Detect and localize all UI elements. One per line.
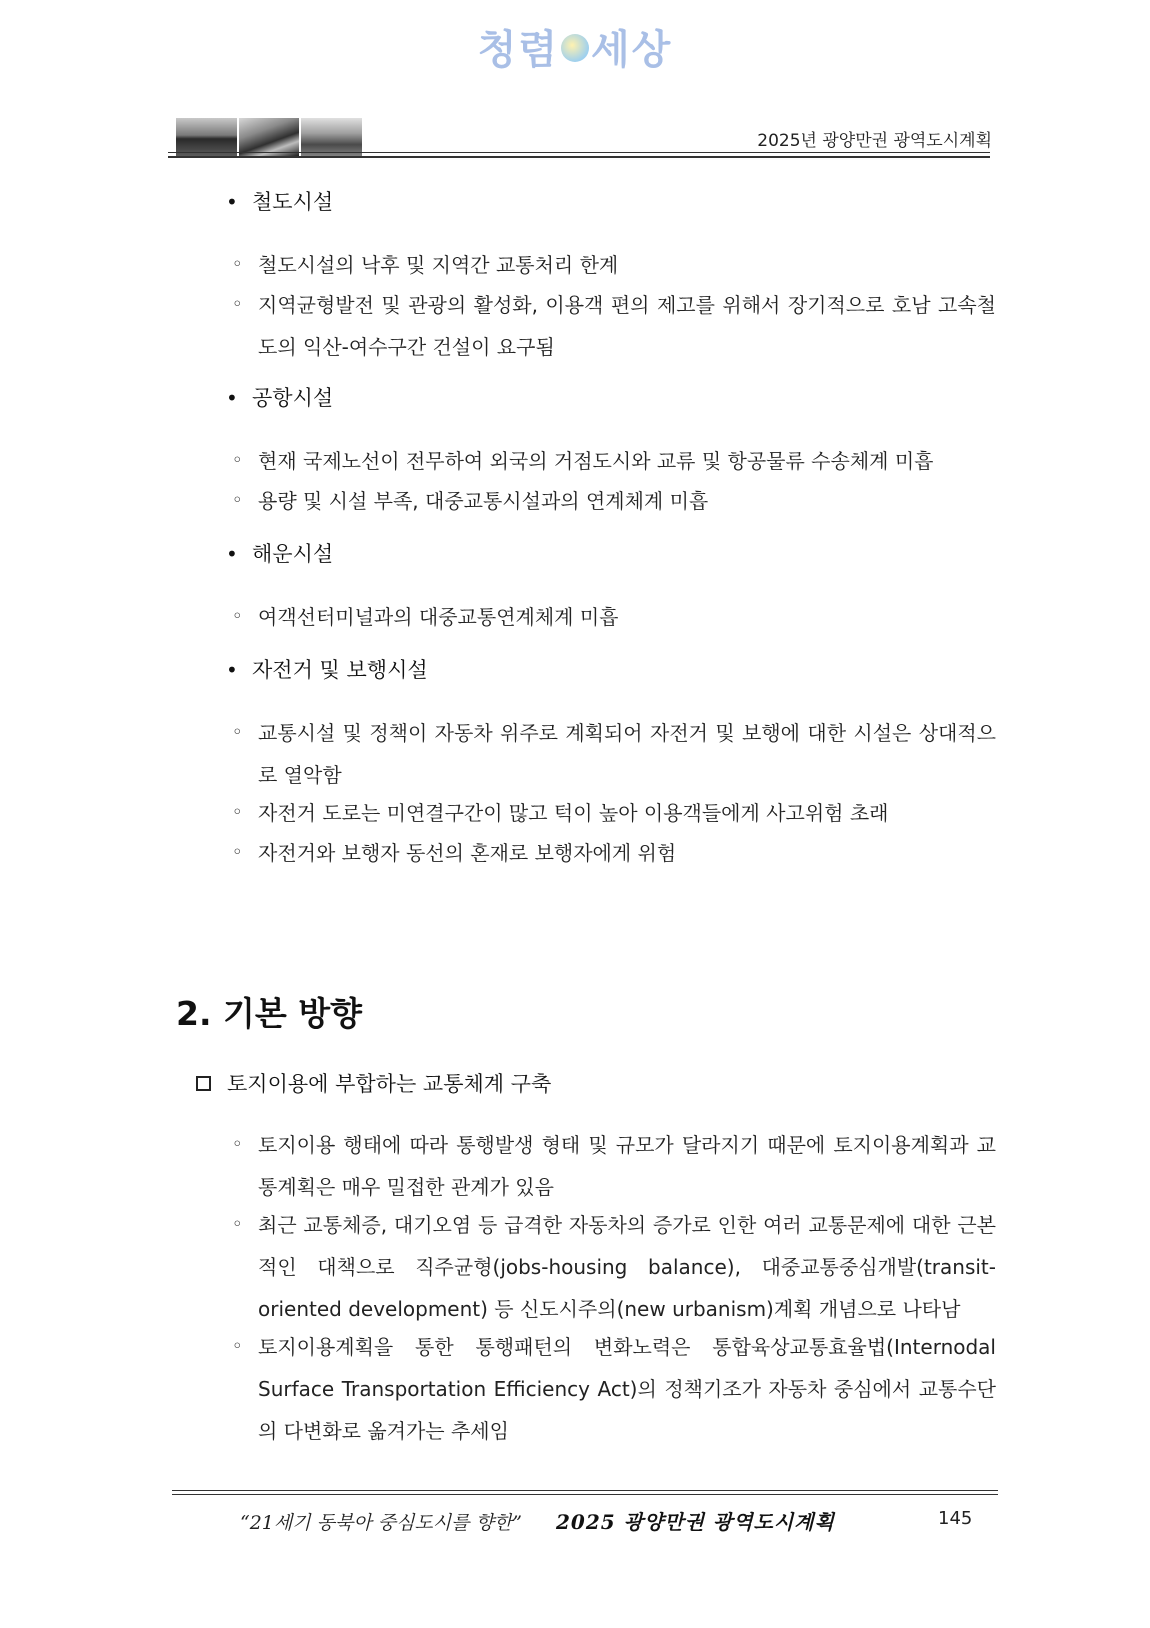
- list-item: [232, 832, 996, 874]
- list-item-text: 현재 국제노선이 전무하여 외국의 거점도시와 교류 및 항공물류 수송체계 미흡: [258, 449, 934, 473]
- footer-plan-title: 2025 광양만권 광역도시계획: [556, 1510, 835, 1534]
- bullet-icon: •: [226, 658, 238, 682]
- list-item: [232, 284, 996, 368]
- list-item-text: 토지이용계획을 통한 통행패턴의 변화노력은 통합육상교통효율법(Internodal Surface Transportation Efficiency Act)의 정책기조가 자동차 중심에서 교통수단의 다변화로 옮겨가는 추세임: [258, 1335, 996, 1443]
- logo-right-text: 세상: [591, 27, 673, 73]
- circle-bullet-icon: ◦: [232, 1336, 243, 1357]
- list-item: [232, 244, 996, 286]
- header-title: 2025년 광양만권 광역도시계획: [757, 131, 992, 151]
- section-heading-text: 해운시설: [252, 542, 334, 566]
- page-logo: [0, 18, 1150, 75]
- list-item: [232, 596, 996, 638]
- header-photo-2: [239, 118, 300, 156]
- subsection-heading: [196, 1068, 551, 1098]
- circle-bullet-icon: ◦: [232, 606, 243, 627]
- list-item-text: 교통시설 및 정책이 자동차 위주로 계획되어 자전거 및 보행에 대한 시설은 상대적으로 열악함: [258, 721, 996, 787]
- footer-slogan: “21세기 동북아 중심도시를 향한”: [240, 1512, 522, 1534]
- list-item: [232, 792, 996, 834]
- footer-rule-top: [172, 1490, 998, 1491]
- subsection-heading-text: 토지이용에 부합하는 교통체계 구축: [227, 1072, 552, 1096]
- list-item-text: 자전거와 보행자 동선의 혼재로 보행자에게 위험: [258, 841, 677, 865]
- section-heading-text: 자전거 및 보행시설: [252, 658, 428, 682]
- section-heading-shipping: [226, 538, 333, 568]
- section-heading-text: 공항시설: [252, 386, 334, 410]
- section-title: 2. 기본 방향: [176, 994, 362, 1033]
- logo-left-text: 청렴: [477, 27, 559, 73]
- circle-bullet-icon: ◦: [232, 1134, 243, 1155]
- circle-bullet-icon: ◦: [232, 722, 243, 743]
- header-photo-1: [176, 118, 237, 156]
- bullet-icon: •: [226, 542, 238, 566]
- header-rule-top: [168, 152, 990, 153]
- page-number: 145: [938, 1508, 973, 1529]
- circle-bullet-icon: ◦: [232, 450, 243, 471]
- checkbox-square-icon: [196, 1076, 211, 1091]
- list-item-text: 여객선터미널과의 대중교통연계체계 미흡: [258, 605, 619, 629]
- circle-bullet-icon: ◦: [232, 490, 243, 511]
- section-heading-airport: [226, 382, 333, 412]
- list-item: [232, 1124, 996, 1208]
- section-heading-text: 철도시설: [252, 190, 334, 214]
- bullet-icon: •: [226, 386, 238, 410]
- header-rule-bottom: [168, 156, 990, 158]
- list-item-text: 철도시설의 낙후 및 지역간 교통처리 한계: [258, 253, 619, 277]
- list-item: [232, 1204, 996, 1330]
- header-photo-strip: [176, 118, 362, 156]
- section-heading-railway: [226, 186, 333, 216]
- list-item: [232, 480, 996, 522]
- bullet-icon: •: [226, 190, 238, 214]
- header-photo-3: [301, 118, 362, 156]
- list-item: [232, 712, 996, 796]
- circle-bullet-icon: ◦: [232, 1214, 243, 1235]
- list-item: [232, 1326, 996, 1452]
- logo-emblem-icon: [561, 34, 589, 62]
- list-item-text: 용량 및 시설 부족, 대중교통시설과의 연계체계 미흡: [258, 489, 709, 513]
- circle-bullet-icon: ◦: [232, 294, 243, 315]
- circle-bullet-icon: ◦: [232, 842, 243, 863]
- list-item-text: 최근 교통체증, 대기오염 등 급격한 자동차의 증가로 인한 여러 교통문제에 대한 근본적인 대책으로 직주균형(jobs-housing balance), 대중교통중심개발(transit-oriented development) 등 신도시주의(new urbanism)계획 개념으로 나타남: [258, 1213, 996, 1321]
- circle-bullet-icon: ◦: [232, 254, 243, 275]
- list-item-text: 토지이용 행태에 따라 통행발생 형태 및 규모가 달라지기 때문에 토지이용계획과 교통계획은 매우 밀접한 관계가 있음: [258, 1133, 996, 1199]
- list-item-text: 자전거 도로는 미연결구간이 많고 턱이 높아 이용객들에게 사고위험 초래: [258, 801, 889, 825]
- list-item-text: 지역균형발전 및 관광의 활성화, 이용객 편의 제고를 위해서 장기적으로 호남 고속철도의 익산-여수구간 건설이 요구됨: [258, 293, 996, 359]
- footer-rule-bottom: [172, 1494, 998, 1495]
- section-heading-bicycle-pedestrian: [226, 654, 428, 684]
- list-item: [232, 440, 996, 482]
- circle-bullet-icon: ◦: [232, 802, 243, 823]
